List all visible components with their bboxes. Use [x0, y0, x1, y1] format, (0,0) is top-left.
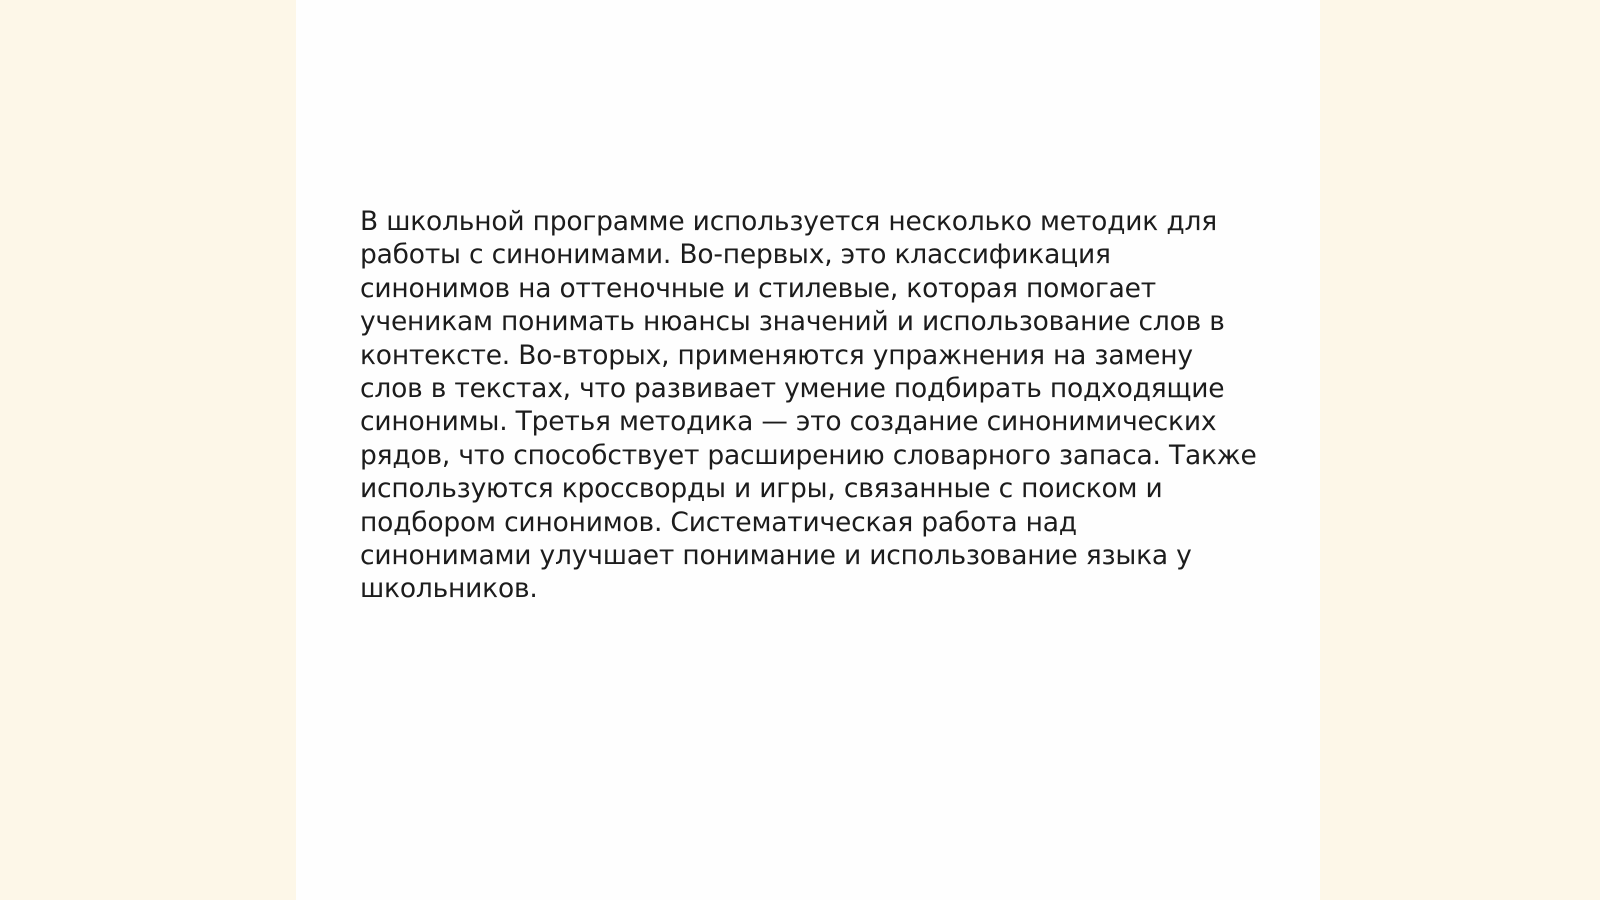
text-line: синонимами улучшает понимание и использование языка у	[360, 540, 1192, 572]
text-line: В школьной программе используется несколько методик для	[360, 206, 1217, 237]
text-line: подбором синонимов. Систематическая работа над	[360, 506, 1077, 538]
text-line: рядов, что способствует расширению словарного запаса. Также	[360, 439, 1257, 471]
text-line: ученикам понимать нюансы значений и использование слов в	[360, 306, 1225, 338]
text-line: школьников.	[360, 573, 538, 605]
text-line: слов в текстах, что развивает умение подбирать подходящие	[360, 373, 1225, 405]
body-paragraph	[360, 205, 1260, 606]
text-line: работы с синонимами. Во-первых, это классификация	[360, 239, 1111, 271]
text-line: контексте. Во-вторых, применяются упражнения на замену	[360, 339, 1193, 371]
page-panel	[296, 0, 1320, 900]
text-line: синонимов на оттеночные и стилевые, которая помогает	[360, 272, 1157, 304]
text-line: используются кроссворды и игры, связанные с поиском и	[360, 473, 1163, 505]
text-line: синонимы. Третья методика — это создание синонимических	[360, 406, 1217, 438]
